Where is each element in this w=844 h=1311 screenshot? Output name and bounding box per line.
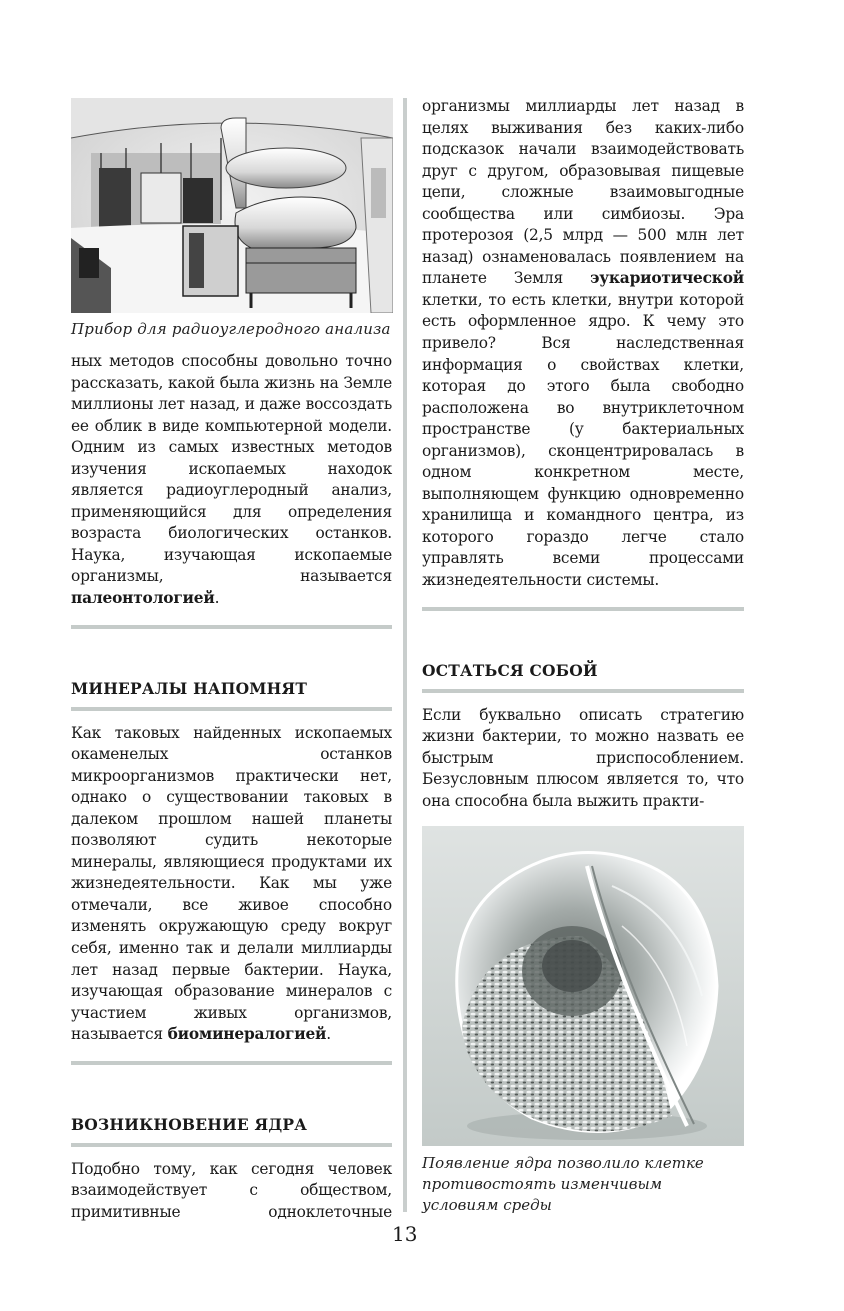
heading-underline <box>71 1143 392 1147</box>
section-heading-stay-yourself: ОСТАТЬСЯ СОБОЙ <box>422 660 598 680</box>
nucleus-paragraph: Подобно тому, как сегодня человек взаимодействует с обществом, примитивные одноклеточные <box>71 1159 392 1221</box>
intro-paragraph-end: . <box>214 589 220 608</box>
cell-illustration-icon <box>422 826 744 1146</box>
minerals-paragraph-end: . <box>326 1025 331 1044</box>
left-column <box>71 98 392 1223</box>
section-divider <box>71 625 392 629</box>
column-divider <box>403 98 407 1212</box>
page-number: 13 <box>392 1222 418 1246</box>
stay-yourself-paragraph: Если буквально описать стратегию жизни бактерии, то можно назвать ее быстрым приспособлением. Безусловным плюсом является то, что она способна была выжить практи- <box>422 705 744 810</box>
section-heading-minerals: МИНЕРАЛЫ НАПОМНЯТ <box>71 678 308 698</box>
right-column <box>422 98 744 1216</box>
figure-caption-nucleus: Появление ядра позволило клетке противостоять изменчивым условиям среды <box>422 1154 704 1215</box>
heading-underline <box>422 689 744 693</box>
heading-underline <box>71 707 392 711</box>
term-paleontology: палеонтологией <box>71 589 215 608</box>
minerals-paragraph <box>71 723 392 1046</box>
minerals-paragraph-text: Как таковых найденных ископаемых окаменелых останков микроорганизмов практически нет, однако о существовании таковых в далеком прошлом нашей планеты позволяют судить некоторые минералы, являющиеся продуктами их жизнедеятельности. Как мы уже отмечали, все живое способно изменять окружающую среду вокруг себя, именно так и делали миллиарды лет назад первые бактерии. Наука, изучающая образование минералов с участием живых организмов, называется <box>71 723 392 1044</box>
intro-paragraph-text: ных методов способны довольно точно рассказать, какой была жизнь на Земле миллионы лет назад, и даже воссоздать ее облик в виде компьютерной модели. Одним из самых известных методов изучения ископаемых находок является радиоуглеродный анализ, применяющийся для определения возраста биологических останков. Наука, изучающая ископаемые организмы, называется <box>71 352 392 586</box>
continued-paragraph-text-after: клетки, то есть клетки, внутри которой есть оформленное ядро. К чему это привело? Вся наследственная информация о свойствах клетки, которая до этого была свободно расположена во внутриклеточном пространстве (у бактериальных организмов), сконцентрировалась в одном конкретном месте, выполняющем функцию одновременно хранилища и командного центра, из которого гораздо легче стало управлять всеми процессами жизнедеятельности системы. <box>422 290 744 590</box>
intro-paragraph <box>71 351 392 610</box>
continued-paragraph-text-before: организмы миллиарды лет назад в целях выживания без каких-либо подсказок начали взаимодействовать друг с другом, образовывая пищевые цепи, сложные взаимовыгодные сообщества или симбиозы. Эра протерозоя (2,5 млрд — 500 млн лет назад) ознаменовалась появлением на планете Земля <box>422 97 744 288</box>
term-biomineralogy: биоминералогией <box>167 1025 327 1044</box>
figure-caption-radiocarbon: Прибор для радиоуглеродного анализа <box>71 320 391 338</box>
section-divider <box>422 607 744 611</box>
lab-photo-icon <box>71 98 393 313</box>
section-divider <box>71 1061 392 1065</box>
radiocarbon-instrument-photo <box>71 98 393 313</box>
eukaryotic-cell-image <box>422 826 744 1146</box>
continued-paragraph <box>422 96 744 592</box>
term-eukaryotic: эукариотической <box>590 269 744 288</box>
section-heading-nucleus: ВОЗНИКНОВЕНИЕ ЯДРА <box>71 1114 308 1134</box>
